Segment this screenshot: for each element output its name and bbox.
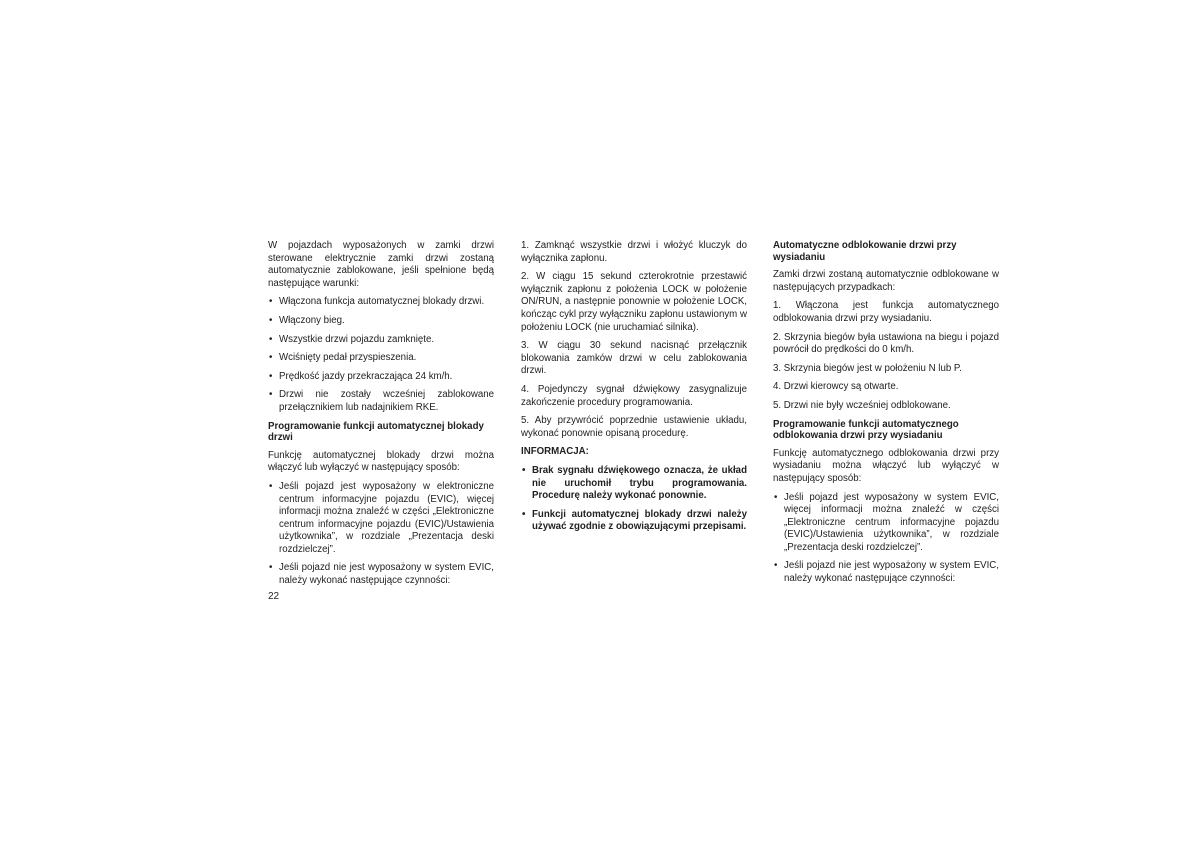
- programming-options-list: [773, 492, 999, 586]
- intro-paragraph: W pojazdach wyposażonych w zamki drzwi sterowane elektrycznie zamki drzwi zostaną automatycznie zablokowane, jeśli spełnione będą następujące warunki:: [268, 240, 494, 289]
- section-heading-auto-lock-programming: Programowanie funkcji automatycznej blokady drzwi: [268, 420, 484, 444]
- auto-lock-conditions-list: [268, 296, 494, 414]
- option-item: • Jeśli pojazd jest wyposażony w elektroniczne centrum informacyjne pojazdu (EVIC), więcej informacji można znaleźć w części „Elektroniczne centrum informacyjne pojazdu (EVIC)/Ustawienia użytkownika”, w rozdziale „Prezentacja deski rozdzielczej”.: [268, 481, 494, 557]
- procedure-step: 1. Zamknąć wszystkie drzwi i włożyć kluczyk do wyłącznika zapłonu.: [521, 240, 747, 264]
- condition-item: • Wciśnięty pedał przyspieszenia.: [268, 352, 494, 365]
- note-item: • Funkcji automatycznej blokady drzwi należy używać zgodnie z obowiązującymi przepisami.: [521, 509, 747, 534]
- option-item: • Jeśli pojazd nie jest wyposażony w system EVIC, należy wykonać następujące czynności:: [773, 560, 999, 585]
- procedure-step: 5. Aby przywrócić poprzednie ustawienie układu, wykonać ponownie opisaną procedurę.: [521, 415, 747, 439]
- page-number: 22: [268, 591, 280, 602]
- option-item: • Jeśli pojazd nie jest wyposażony w system EVIC, należy wykonać następujące czynności:: [268, 562, 494, 587]
- condition-item: • Wszystkie drzwi pojazdu zamknięte.: [268, 334, 494, 347]
- procedure-step: 3. W ciągu 30 sekund nacisnąć przełącznik blokowania zamków drzwi w celu zablokowania drzwi.: [521, 340, 747, 377]
- programming-options-list: [268, 481, 494, 588]
- condition-item: • Włączona funkcja automatycznej blokady drzwi.: [268, 296, 494, 309]
- note-label: INFORMACJA:: [521, 446, 589, 458]
- middle-column: [521, 240, 747, 540]
- condition-item: • Drzwi nie zostały wcześniej zablokowane przełącznikiem lub nadajnikiem RKE.: [268, 389, 494, 414]
- section-description: Zamki drzwi zostaną automatycznie odblokowane w następujących przypadkach:: [773, 269, 999, 293]
- right-column: [773, 240, 999, 592]
- section-description: Funkcję automatycznego odblokowania drzwi przy wysiadaniu można włączyć lub wyłączyć w następujący sposób:: [773, 447, 999, 484]
- section-heading-auto-unlock-programming: Programowanie funkcji automatycznego odblokowania drzwi przy wysiadaniu: [773, 418, 959, 442]
- unlock-case: 4. Drzwi kierowcy są otwarte.: [773, 381, 899, 393]
- procedure-step: 2. W ciągu 15 sekund czterokrotnie przestawić wyłącznik zapłonu z położenia LOCK w położenie ON/RUN, a następnie ponownie w położenie LOCK, kończąc cykl przy wyłączniku zapłonu ustawionym w położeniu LOCK (nie uruchamiać silnika).: [521, 271, 747, 333]
- section-description: Funkcję automatycznej blokady drzwi można włączyć lub wyłączyć w następujący sposób:: [268, 449, 494, 474]
- option-item: • Jeśli pojazd jest wyposażony w system EVIC, więcej informacji można znaleźć w części „Elektroniczne centrum informacyjne pojazdu (EVIC)/Ustawienia użytkownika”, w rozdziale „Prezentacja deski rozdzielczej”.: [773, 492, 999, 555]
- unlock-case: 1. Włączona jest funkcja automatycznego odblokowania drzwi przy wysiadaniu.: [773, 300, 999, 324]
- section-heading-auto-unlock: Automatyczne odblokowanie drzwi przy wysiadaniu: [773, 240, 957, 263]
- unlock-case: 5. Drzwi nie były wcześniej odblokowane.: [773, 399, 951, 411]
- note-list: [521, 465, 747, 534]
- condition-item: • Włączony bieg.: [268, 315, 494, 328]
- left-column: [268, 240, 494, 594]
- condition-item: • Prędkość jazdy przekraczająca 24 km/h.: [268, 371, 494, 384]
- procedure-step: 4. Pojedynczy sygnał dźwiękowy zasygnalizuje zakończenie procedury programowania.: [521, 383, 747, 408]
- unlock-case: 2. Skrzynia biegów była ustawiona na biegu i pojazd powrócił do prędkości do 0 km/h.: [773, 331, 999, 356]
- unlock-case: 3. Skrzynia biegów jest w położeniu N lub P.: [773, 362, 962, 374]
- note-item: • Brak sygnału dźwiękowego oznacza, że układ nie uruchomił trybu programowania. Procedurę należy wykonać ponownie.: [521, 465, 747, 503]
